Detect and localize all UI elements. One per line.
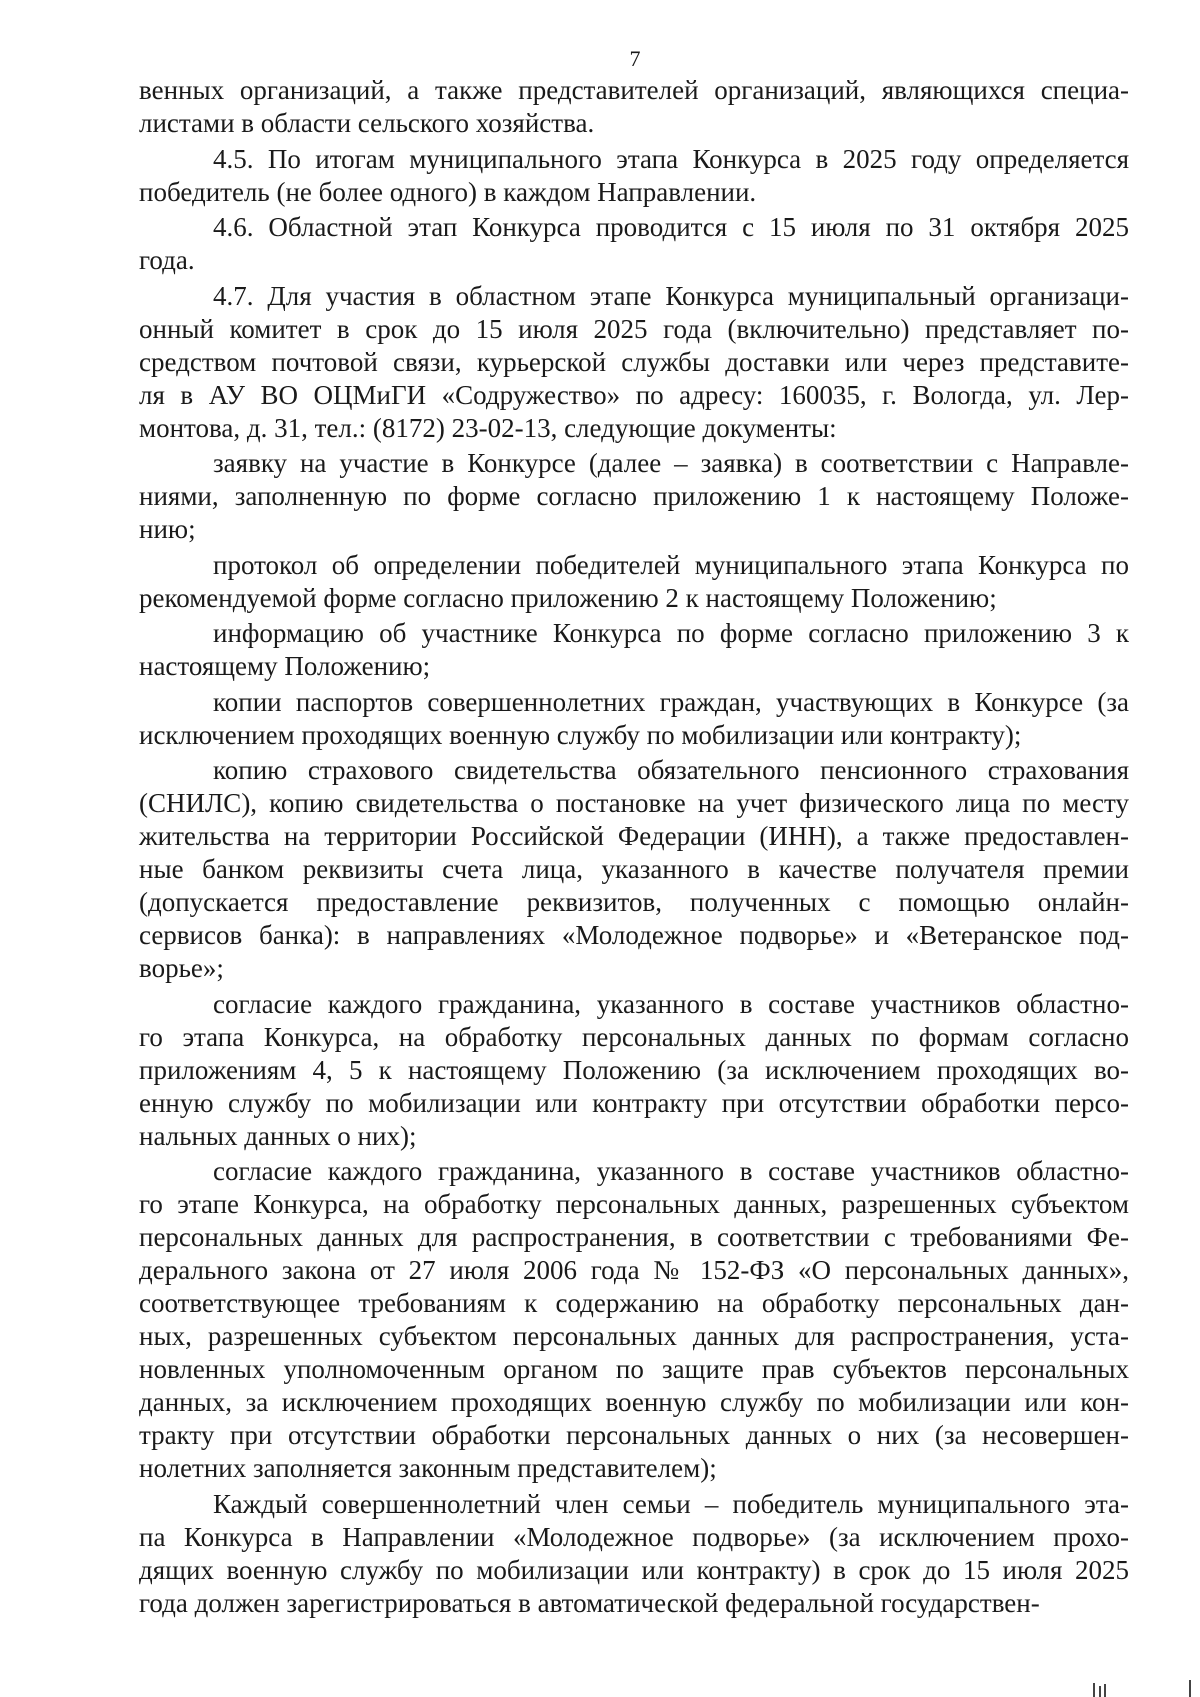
text-line: заявку на участие в Конкурсе (далее – заявка) в соответствии с Направле-	[213, 448, 1129, 478]
text-line: листами в области сельского хозяйства.	[139, 108, 595, 138]
scan-artifact	[1189, 1680, 1191, 1697]
scan-artifact	[1093, 1683, 1095, 1697]
text-line: венных организаций, а также представителей организаций, являющихся специа-	[139, 75, 1129, 105]
text-line: го этапа Конкурса, на обработку персональных данных по формам согласно	[139, 1021, 1129, 1052]
paragraph	[139, 549, 1129, 615]
text-line: ворье»;	[139, 953, 224, 983]
text-line: го этапе Конкурса, на обработку персональных данных, разрешенных субъектом	[139, 1189, 1129, 1219]
text-line: года должен зарегистрироваться в автоматической федеральной государствен-	[139, 1587, 1040, 1618]
text-line: новленных уполномоченным органом по защите прав субъектов персональных	[139, 1354, 1129, 1384]
paragraph	[139, 988, 1129, 1153]
text-line: победитель (не более одного) в каждом Направлении.	[139, 176, 757, 207]
paragraph	[139, 447, 1129, 546]
text-line: исключением проходящих военную службу по мобилизации или контракту);	[139, 719, 1022, 750]
text-line: дящих военную службу по мобилизации или контракту) в срок до 15 июля 2025	[139, 1554, 1129, 1585]
text-line: 4.7. Для участия в областном этапе Конкурса муниципальный организаци-	[213, 280, 1129, 311]
text-line: 4.5. По итогам муниципального этапа Конкурса в 2025 году определяется	[213, 143, 1129, 174]
paragraph	[139, 686, 1129, 752]
text-line: приложениям 4, 5 к настоящему Положению (за исключением проходящих во-	[139, 1054, 1129, 1085]
text-line: согласие каждого гражданина, указанного в составе участников областно-	[213, 988, 1129, 1019]
text-line: нолетних заполняется законным представителем);	[139, 1453, 717, 1483]
paragraph	[139, 211, 1129, 277]
text-line: персональных данных для распространения, в соответствии с требованиями Фе-	[139, 1222, 1129, 1252]
text-line: ных, разрешенных субъектом персональных данных для распространения, уста-	[139, 1321, 1129, 1351]
text-line: согласие каждого гражданина, указанного в составе участников областно-	[213, 1156, 1129, 1186]
text-line: сервисов банка): в направлениях «Молодежное подворье» и «Ветеранское под-	[139, 920, 1129, 950]
text-line: настоящему Положению;	[139, 651, 431, 681]
scan-artifact	[1099, 1686, 1101, 1697]
text-line: (допускается предоставление реквизитов, полученных с помощью онлайн-	[139, 887, 1129, 917]
paragraph	[139, 1155, 1129, 1485]
text-line: средством почтовой связи, курьерской службы доставки или через представите-	[139, 346, 1129, 377]
text-line: онный комитет в срок до 15 июля 2025 года (включительно) представляет по-	[139, 313, 1129, 344]
text-line: ниями, заполненную по форме согласно приложению 1 к настоящему Положе-	[139, 481, 1129, 511]
scan-artifact	[1104, 1684, 1106, 1697]
text-line: соответствующее требованиям к содержанию на обработку персональных дан-	[139, 1288, 1129, 1318]
text-line: копию страхового свидетельства обязательного пенсионного страхования	[213, 755, 1129, 785]
text-line: монтова, д. 31, тел.: (8172) 23-02-13, следующие документы:	[139, 412, 837, 443]
text-line: протокол об определении победителей муниципального этапа Конкурса по	[213, 549, 1129, 580]
text-line: 4.6. Областной этап Конкурса проводится с 15 июля по 31 октября 2025	[213, 212, 1129, 242]
document-body	[139, 74, 1129, 1622]
text-line: нию;	[139, 514, 196, 544]
text-line: ля в АУ ВО ОЦМиГИ «Содружество» по адресу: 160035, г. Вологда, ул. Лер-	[139, 379, 1129, 410]
text-line: енную службу по мобилизации или контракту при отсутствии обработки персо-	[139, 1087, 1129, 1118]
paragraph	[139, 754, 1129, 985]
text-line: копии паспортов совершеннолетних граждан, участвующих в Конкурсе (за	[213, 686, 1129, 717]
paragraph	[139, 74, 1129, 140]
text-line: тракту при отсутствии обработки персональных данных о них (за несовершен-	[139, 1420, 1129, 1450]
text-line: дерального закона от 27 июля 2006 года № 152-ФЗ «О персональных данных»,	[139, 1255, 1129, 1285]
text-line: нальных данных о них);	[139, 1120, 417, 1151]
paragraph	[139, 1488, 1129, 1620]
text-line: па Конкурса в Направлении «Молодежное подворье» (за исключением прохо-	[139, 1521, 1129, 1552]
text-line: информацию об участнике Конкурса по форме согласно приложению 3 к	[213, 618, 1129, 648]
text-line: года.	[139, 245, 195, 275]
page-number: 7	[629, 46, 641, 71]
text-line: данных, за исключением проходящих военную службу по мобилизации или кон-	[139, 1387, 1129, 1417]
text-line: Каждый совершеннолетний член семьи – победитель муниципального эта-	[213, 1488, 1129, 1519]
text-line: (СНИЛС), копию свидетельства о постановке на учет физического лица по месту	[139, 788, 1129, 818]
text-line: рекомендуемой форме согласно приложению 2 к настоящему Положению;	[139, 582, 997, 613]
text-line: ные банком реквизиты счета лица, указанного в качестве получателя премии	[139, 854, 1129, 884]
paragraph	[139, 280, 1129, 445]
text-line: жительства на территории Российской Федерации (ИНН), а также предоставлен-	[139, 821, 1129, 851]
paragraph	[139, 143, 1129, 209]
paragraph	[139, 617, 1129, 683]
